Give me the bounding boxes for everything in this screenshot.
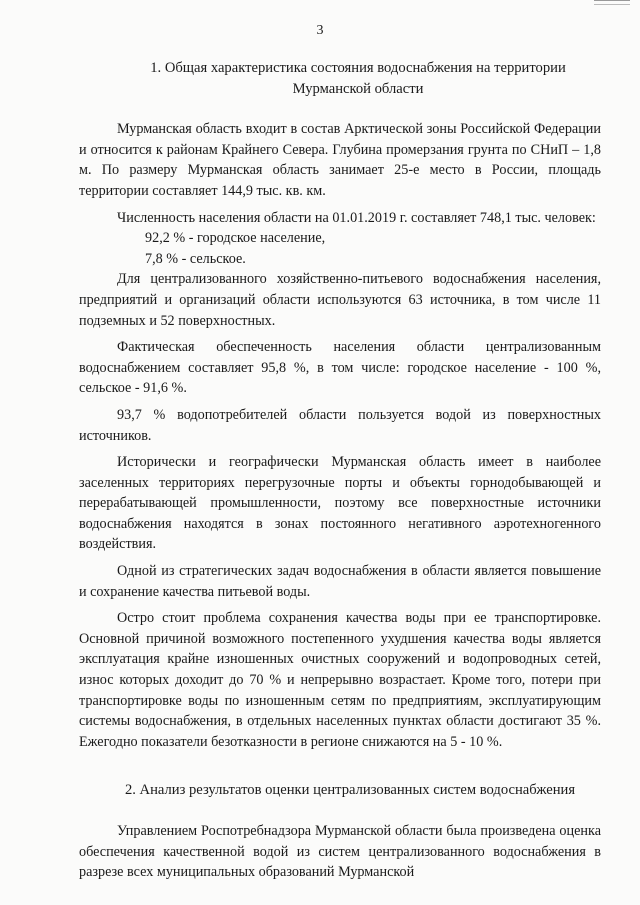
document-body [79,58,601,883]
page-number: 3 [316,23,324,38]
paragraph-population: Численность населения области на 01.01.2019 г. составляет 748,1 тыс. человек: [117,209,596,226]
paragraph-surface-consumers: 93,7 % водопотребителей области пользуется водой из поверхностных источников. [79,406,601,444]
section-1-title: 1. Общая характеристика состояния водоснабжения на территории Мурманской области [150,60,566,97]
paragraph-strategic-goal: Одной из стратегических задач водоснабжения в области является повышение и сохранение качества питьевой воды. [79,563,601,600]
paragraph-industrial-impact: Исторически и географически Мурманская область имеет в наиболее заселенных территориях перегрузочные порты и объекты горнодобывающей и перерабатывающей промышленности, поэтому все поверхностные источники водоснабжения находятся в зонах постоянного негативного аэротехногенного воздействия. [79,454,601,553]
paragraph-region-overview: Мурманская область входит в состав Арктической зоны Российской Федерации и относится к районам Крайнего Севера. Глубина промерзания грунта по СНиП – 1,8 м. По размеру Мурманская область занимает 25-е место в России, площадь территории составляет 144,9 тыс. кв. км. [79,121,601,199]
population-item-urban: 92,2 % - городское население, [145,230,326,247]
population-item-rural: 7,8 % - сельское. [145,250,246,267]
paragraph-transport-quality: Остро стоит проблема сохранения качества воды при ее транспортировке. Основной причиной возможного постепенного ухудшения качества воды является эксплуатация крайне изношенных очистных сооружений и водопроводных сетей, износ которых доходит до 70 % и непрерывно возрастает. Кроме того, потери при транспортировке воды по изношенным сетям по предприятиям, эксплуатирующим системы водоснабжения, в отдельных населенных пунктах области достигают 35 %. Ежегодно показатели безотказности в регионе снижаются на 5 - 10 %. [79,610,601,750]
paragraph-coverage: Фактическая обеспеченность населения области централизованным водоснабжением составляет 95,8 %, в том числе: городское население - 100 %, сельское - 91,6 %. [79,339,601,397]
paragraph-water-sources: Для централизованного хозяйственно-питьевого водоснабжения населения, предприятий и организаций области используются 63 источника, в том числе 11 подземных и 52 поверхностных. [79,271,601,329]
paragraph-rospotrebnadzor-assessment: Управлением Роспотребнадзора Мурманской области была произведена оценка обеспечения качественной водой из систем централизованного водоснабжения в разрезе всех муниципальных образований Мурманской [79,823,601,881]
scan-corner-mark [594,0,630,5]
section-2-title: 2. Анализ результатов оценки централизованных систем водоснабжения [124,782,576,799]
